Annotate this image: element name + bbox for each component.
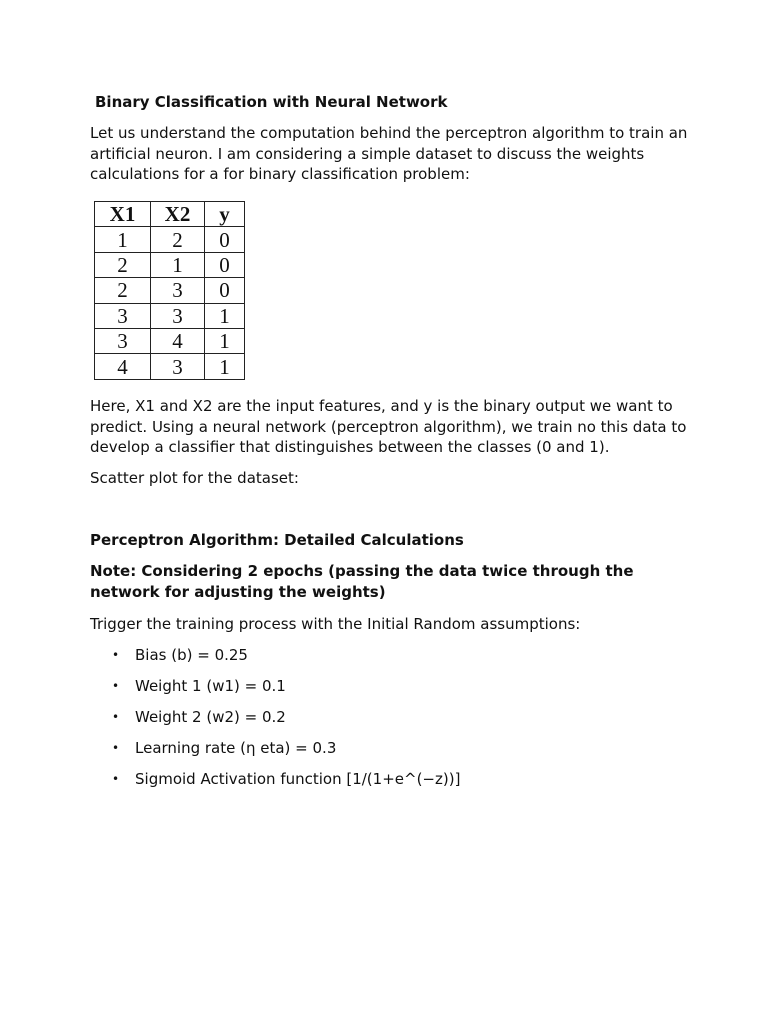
initial-assumptions-list	[112, 645, 460, 800]
table-cell: 0	[205, 227, 245, 252]
bullet-icon: •	[112, 679, 120, 693]
table-row	[95, 303, 245, 328]
table-header-x1: X1	[95, 202, 151, 227]
table-cell: 3	[95, 303, 151, 328]
list-item-text: Weight 2 (w2) = 0.2	[135, 708, 286, 726]
table-cell: 1	[205, 354, 245, 379]
table-header-x2: X2	[151, 202, 205, 227]
section-heading: Perceptron Algorithm: Detailed Calculations	[90, 531, 464, 549]
list-item	[112, 645, 460, 676]
table-row	[95, 227, 245, 252]
dataset-table	[94, 201, 245, 380]
list-item-text: Sigmoid Activation function [1/(1+e^(−z))]	[135, 770, 461, 788]
list-item	[112, 676, 460, 707]
list-item	[112, 769, 460, 800]
list-item	[112, 738, 460, 769]
table-cell: 3	[151, 303, 205, 328]
dataset-table-container	[94, 201, 245, 380]
table-cell: 4	[151, 328, 205, 353]
table-cell: 3	[151, 354, 205, 379]
bullet-icon: •	[112, 772, 120, 786]
table-cell: 2	[95, 278, 151, 303]
list-item-text: Bias (b) = 0.25	[135, 646, 248, 664]
table-cell: 2	[95, 252, 151, 277]
table-row	[95, 354, 245, 379]
trigger-paragraph: Trigger the training process with the Initial Random assumptions:	[90, 615, 581, 633]
list-item-text: Weight 1 (w1) = 0.1	[135, 677, 286, 695]
table-cell: 1	[205, 328, 245, 353]
document-title: Binary Classification with Neural Network	[95, 93, 448, 111]
table-cell: 3	[151, 278, 205, 303]
table-cell: 1	[151, 252, 205, 277]
table-row	[95, 328, 245, 353]
bullet-icon: •	[112, 710, 120, 724]
intro-paragraph: Let us understand the computation behind the perceptron algorithm to train an artificial neuron. I am considering a simple dataset to discuss the weights calculations for a for binary classification problem:	[90, 124, 688, 183]
list-item-text: Learning rate (η eta) = 0.3	[135, 739, 337, 757]
bullet-icon: •	[112, 741, 120, 755]
table-header-y: y	[205, 202, 245, 227]
table-cell: 0	[205, 252, 245, 277]
table-header-row	[95, 202, 245, 227]
table-cell: 4	[95, 354, 151, 379]
list-item	[112, 707, 460, 738]
table-cell: 0	[205, 278, 245, 303]
table-row	[95, 252, 245, 277]
scatter-caption: Scatter plot for the dataset:	[90, 469, 299, 487]
table-cell: 1	[95, 227, 151, 252]
explanation-paragraph: Here, X1 and X2 are the input features, and y is the binary output we want to predict. Using a neural network (perceptron algorithm), we train no this data to develop a classifier that distinguishes between the classes (0 and 1).	[90, 397, 687, 456]
table-cell: 2	[151, 227, 205, 252]
table-cell: 1	[205, 303, 245, 328]
table-row	[95, 278, 245, 303]
bullet-icon: •	[112, 648, 120, 662]
table-cell: 3	[95, 328, 151, 353]
epochs-note: Note: Considering 2 epochs (passing the data twice through the network for adjusting the weights)	[90, 562, 634, 601]
